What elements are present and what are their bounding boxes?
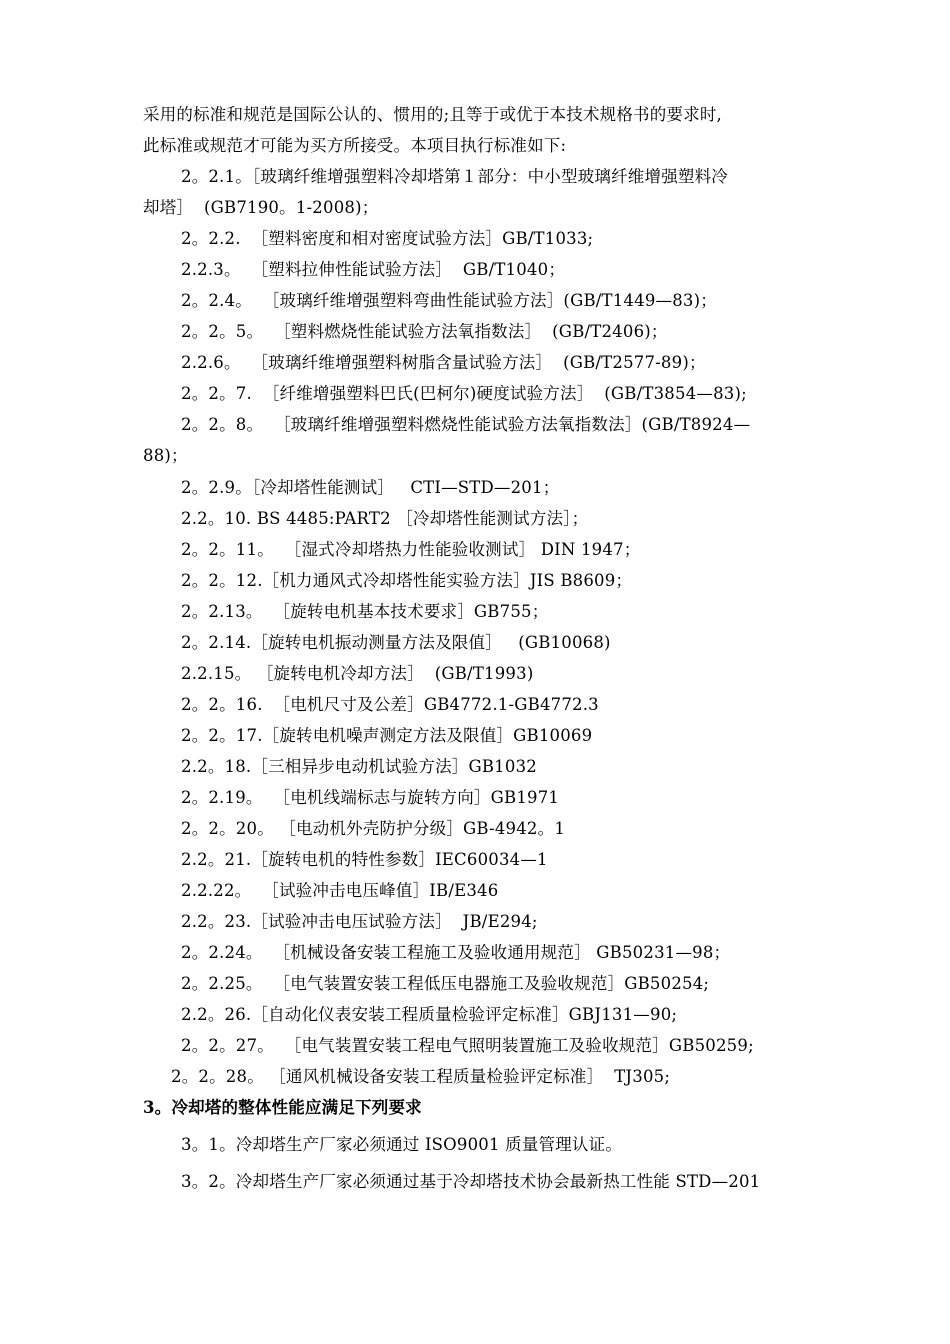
standard-item-23: 2.2。23.［试验冲击电压试验方法］ JB/E294;: [181, 912, 538, 931]
standard-item-5: 2。2。5。 ［塑料燃烧性能试验方法氧指数法］ (GB/T2406)；: [181, 322, 668, 341]
standard-item-15: 2.2.15。 ［旋转电机冷却方法］ (GB/T1993): [181, 664, 534, 683]
standard-item-10: 2.2。10. BS 4485:PART2 ［冷却塔性能测试方法］；: [181, 509, 589, 528]
section-3-item-1: 3。1。冷却塔生产厂家必须通过 ISO9001 质量管理认证。: [181, 1135, 623, 1154]
section-3-heading: 3。冷却塔的整体性能应满足下列要求: [143, 1098, 422, 1117]
standard-item-9: 2。2.9。［冷却塔性能测试］ CTI—STD—201；: [181, 478, 560, 497]
standard-item-21: 2.2。21.［旋转电机的特性参数］IEC60034—1: [181, 850, 548, 869]
standard-item-8: 2。2。8。 ［玻璃纤维增强塑料燃烧性能试验方法氧指数法］(GB/T8924—: [181, 415, 751, 434]
intro-line-2: 此标准或规范才可能为买方所接受。本项目执行标准如下:: [143, 136, 567, 155]
standard-item-18: 2.2。18.［三相异步电动机试验方法］GB1032: [181, 757, 537, 776]
standard-item-4: 2。2.4。 ［玻璃纤维增强塑料弯曲性能试验方法］(GB/T1449—83)；: [181, 291, 717, 310]
standard-item-16: 2。2。16. ［电机尺寸及公差］GB4772.1-GB4772.3: [181, 695, 599, 714]
standard-item-1: 2。2.1。［玻璃纤维增强塑料冷却塔第１部分：中小型玻璃纤维增强塑料冷: [181, 167, 728, 186]
standard-item-3: 2.2.3。 ［塑料拉伸性能试验方法］ GB/T1040；: [181, 260, 566, 279]
standard-item-28: 2。2。28。 ［通风机械设备安装工程质量检验评定标准］ TJ305;: [171, 1067, 671, 1086]
standard-item-7: 2。2。7. ［纤维增强塑料巴氏(巴柯尔)硬度试验方法］ (GB/T3854—83);: [181, 384, 747, 403]
standard-item-14: 2。2.14.［旋转电机振动测量方法及限值］ (GB10068): [181, 633, 611, 652]
standard-item-17: 2。2。17.［旋转电机噪声测定方法及限值］GB10069: [181, 726, 593, 745]
standard-item-22: 2.2.22。 ［试验冲击电压峰值］IB/E346: [181, 881, 499, 900]
standard-item-20: 2。2。20。 ［电动机外壳防护分级］GB-4942。1: [181, 819, 566, 838]
standard-item-8-cont: 88)；: [143, 446, 188, 465]
standard-item-25: 2。2.25。 ［电气装置安装工程低压电器施工及验收规范］GB50254;: [181, 974, 710, 993]
intro-line-1: 采用的标准和规范是国际公认的、惯用的;且等于或优于本技术规格书的要求时,: [143, 105, 723, 124]
standard-item-24: 2。2.24。 ［机械设备安装工程施工及验收通用规范］ GB50231—98；: [181, 943, 731, 962]
standard-item-27: 2。2。27。 ［电气装置安装工程电气照明装置施工及验收规范］GB50259;: [181, 1036, 754, 1055]
standard-item-11: 2。2。11。 ［湿式冷却塔热力性能验收测试］ DIN 1947；: [181, 540, 641, 559]
standard-item-12: 2。2。12.［机力通风式冷却塔性能实验方法］JIS B8609；: [181, 571, 633, 590]
standard-item-2: 2。2.2. ［塑料密度和相对密度试验方法］GB/T1033;: [181, 229, 594, 248]
standard-item-6: 2.2.6。 ［玻璃纤维增强塑料树脂含量试验方法］ (GB/T2577-89)；: [181, 353, 706, 372]
section-3-item-2: 3。2。冷却塔生产厂家必须通过基于冷却塔技术协会最新热工性能 STD—201: [181, 1172, 761, 1191]
standard-item-19: 2。2.19。 ［电机线端标志与旋转方向］GB1971: [181, 788, 560, 807]
standard-item-26: 2.2。26.［自动化仪表安装工程质量检验评定标准］GBJ131—90;: [181, 1005, 678, 1024]
standard-item-13: 2。2.13。 ［旋转电机基本技术要求］GB755；: [181, 602, 549, 621]
standard-item-1-cont: 却塔］ (GB7190。1-2008)；: [143, 198, 379, 217]
